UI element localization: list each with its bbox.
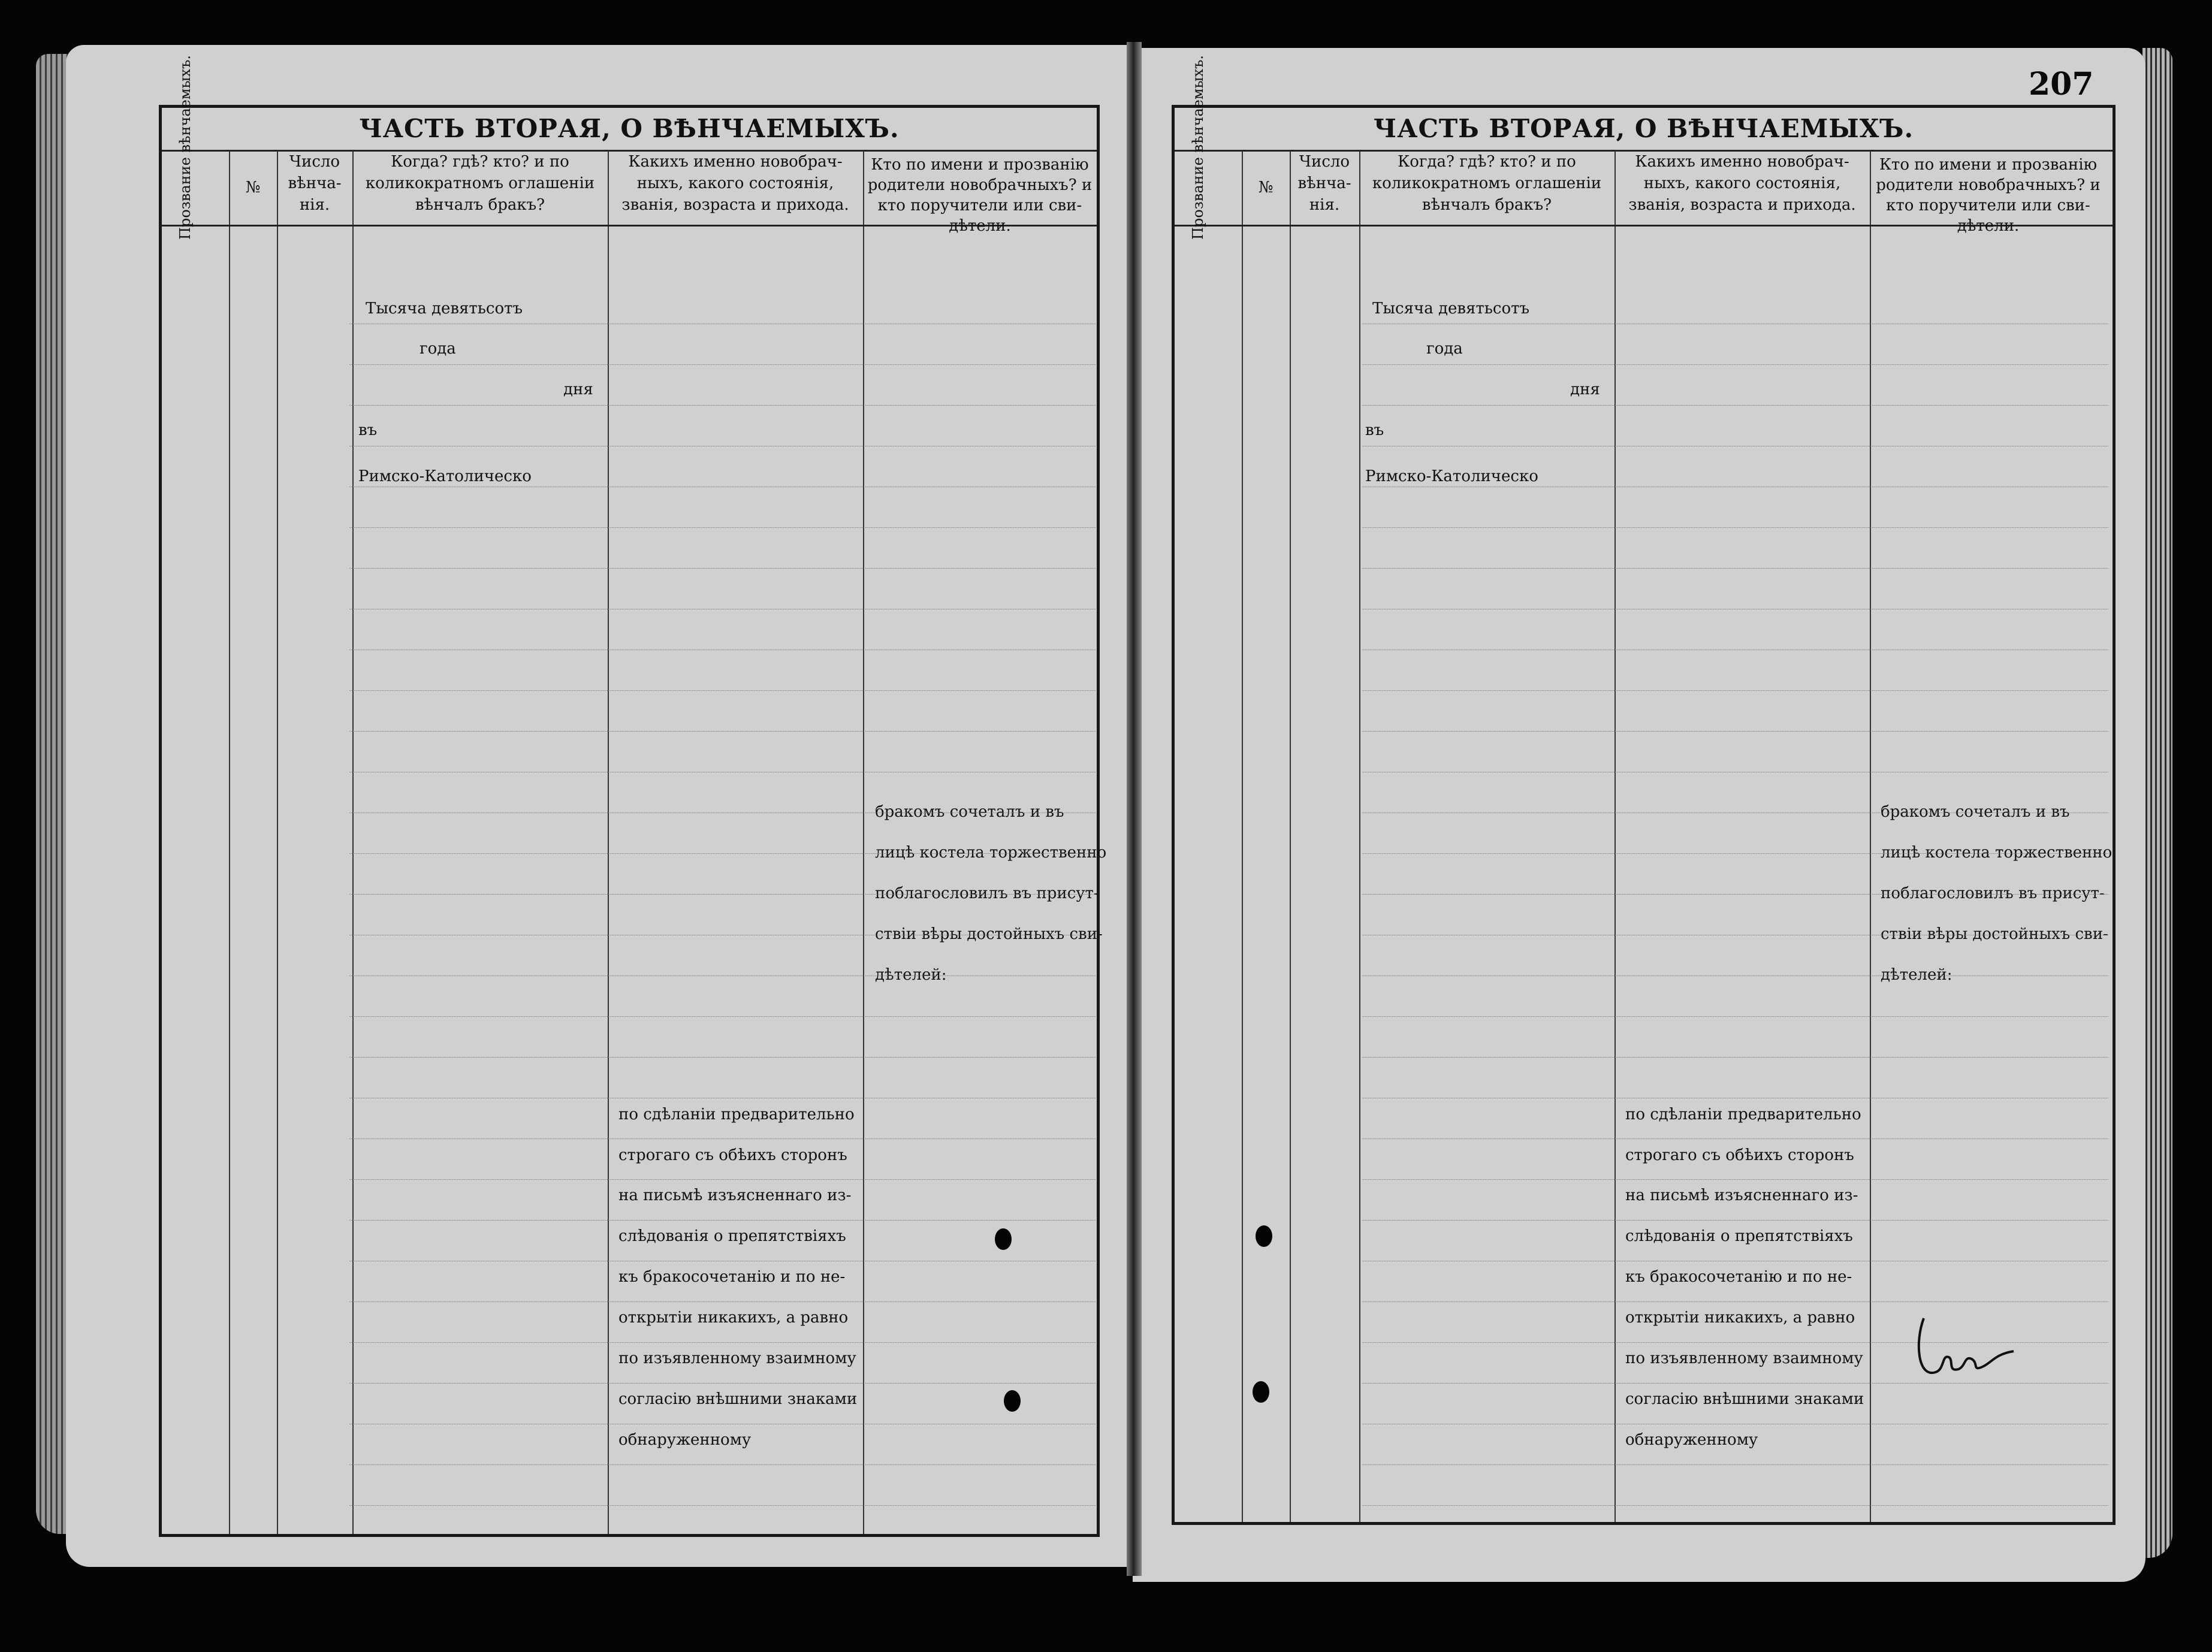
left-invest-l5: къ бракосочетанію и по не-: [618, 1268, 846, 1286]
ruled-line: [1362, 1057, 2108, 1058]
ruled-line: [349, 1138, 1096, 1139]
ruled-line: [1362, 853, 2108, 854]
right-invest-l2: строгаго съ обѣихъ сторонъ: [1625, 1146, 1854, 1164]
ruled-line: [349, 527, 1096, 528]
handwritten-signature: [1912, 1306, 2020, 1390]
left-invest-l6: открытіи никакихъ, а равно: [618, 1309, 849, 1327]
left-header-count: Число вѣнча- нія.: [288, 153, 342, 214]
right-header-surname: Прозвание вѣнчаемыхъ.: [1190, 55, 1206, 240]
left-header-when: Когда? гдѣ? кто? и по коликократномъ оглашеніи вѣнчалъ бракъ?: [365, 153, 595, 214]
right-header-which: Какихъ именно новобрач- ныхъ, какого состоянія, званія, возраста и прихода.: [1628, 153, 1856, 214]
left-section-title: ЧАСТЬ ВТОРАЯ, О ВѢНЧАЕМЫХЪ.: [162, 108, 1097, 152]
ruled-line: [349, 853, 1096, 854]
right-invest-l4: слѣдованія о препятствіяхъ: [1625, 1227, 1853, 1245]
ruled-line: [1362, 405, 2108, 406]
left-marriage-l4: ствіи вѣры достойныхъ сви-: [875, 925, 1103, 943]
left-when-line2: года: [420, 340, 456, 358]
ruled-line: [1362, 894, 2108, 895]
ruled-line: [349, 1016, 1096, 1017]
book-gutter: [1127, 42, 1142, 1576]
binding-hole: [1253, 1381, 1269, 1403]
right-marriage-l5: дѣтелей:: [1881, 966, 1953, 984]
left-invest-l8: согласію внѣшними знаками: [618, 1390, 858, 1408]
left-header-surname: Прозвание вѣнчаемыхъ.: [177, 55, 194, 240]
right-marriage-l3: поблагословилъ въ присут-: [1881, 884, 2105, 902]
ruled-line: [1362, 731, 2108, 732]
ruled-line: [349, 1464, 1096, 1465]
left-invest-l2: строгаго съ обѣихъ сторонъ: [618, 1146, 847, 1164]
ruled-line: [1362, 1464, 2108, 1465]
left-when-line1: Тысяча девятьсотъ: [366, 300, 523, 318]
ruled-line: [1362, 1301, 2108, 1302]
right-when-line5: Римско-Католическо: [1365, 467, 1538, 485]
ruled-line: [1362, 1179, 2108, 1180]
right-marriage-l4: ствіи вѣры достойныхъ сви-: [1881, 925, 2108, 943]
binding-hole: [1256, 1225, 1272, 1247]
right-header-who: Кто по имени и прозванію родители новобрачныхъ? и кто поручители или сви- дѣтели.: [1876, 156, 2101, 235]
left-header-number: №: [245, 179, 261, 197]
left-marriage-l2: лицѣ костела торжественно: [875, 844, 1107, 862]
ruled-line: [349, 1220, 1096, 1221]
left-invest-l1: по сдѣланіи предварительно: [618, 1106, 855, 1124]
left-invest-l7: по изъявленному взаимному: [618, 1349, 856, 1367]
ruled-line: [349, 1342, 1096, 1343]
page-number: 207: [2029, 66, 2094, 102]
right-invest-l1: по сдѣланіи предварительно: [1625, 1106, 1861, 1124]
left-invest-l3: на письмѣ изъясненнаго из-: [618, 1186, 852, 1204]
ruled-line: [1362, 690, 2108, 691]
left-invest-l4: слѣдованія о препятствіяхъ: [618, 1227, 846, 1245]
ruled-line: [1362, 527, 2108, 528]
ruled-line: [1362, 1220, 2108, 1221]
ruled-line: [349, 1057, 1096, 1058]
right-marriage-l1: бракомъ сочеталъ и въ: [1881, 803, 2070, 821]
left-when-line3: дня: [563, 380, 593, 398]
ruled-line: [349, 690, 1096, 691]
right-when-line3: дня: [1570, 380, 1600, 398]
left-when-line5: Римско-Католическо: [358, 467, 532, 485]
right-invest-l9: обнаруженному: [1625, 1431, 1758, 1449]
binding-hole: [1004, 1390, 1021, 1412]
right-marriage-l2: лицѣ костела торжественно: [1881, 844, 2113, 862]
left-invest-l9: обнаруженному: [618, 1431, 752, 1449]
right-header-when: Когда? гдѣ? кто? и по коликократномъ оглашеніи вѣнчалъ бракъ?: [1372, 153, 1602, 214]
left-marriage-l1: бракомъ сочеталъ и въ: [875, 803, 1064, 821]
right-invest-l8: согласію внѣшними знаками: [1625, 1390, 1864, 1408]
ruled-line: [1362, 1016, 2108, 1017]
left-header-who: Кто по имени и прозванію родители новобрачныхъ? и кто поручители или сви- дѣтели.: [867, 156, 1093, 235]
ruled-line: [349, 731, 1096, 732]
page-edges-right: [2142, 48, 2172, 1558]
right-invest-l7: по изъявленному взаимному: [1625, 1349, 1863, 1367]
left-register-table: [159, 55, 1107, 1537]
ruled-line: [349, 364, 1096, 365]
right-invest-l3: на письмѣ изъясненнаго из-: [1625, 1186, 1858, 1204]
ruled-line: [349, 405, 1096, 406]
right-when-line1: Тысяча девятьсотъ: [1372, 300, 1530, 318]
ruled-line: [1362, 1505, 2108, 1506]
ruled-line: [349, 568, 1096, 569]
right-section-title: ЧАСТЬ ВТОРАЯ, О ВѢНЧАЕМЫХЪ.: [1175, 108, 2113, 152]
ruled-line: [1362, 1138, 2108, 1139]
right-when-line4: въ: [1365, 421, 1384, 439]
right-invest-l5: къ бракосочетанію и по не-: [1625, 1268, 1852, 1286]
right-header-number: №: [1258, 179, 1274, 197]
ruled-line: [349, 1505, 1096, 1506]
right-when-line2: года: [1426, 340, 1463, 358]
binding-hole: [995, 1228, 1012, 1250]
left-header-which: Какихъ именно новобрач- ныхъ, какого состоянія, званія, возраста и прихода.: [621, 153, 849, 214]
left-when-line4: въ: [358, 421, 378, 439]
ruled-line: [349, 1179, 1096, 1180]
ruled-line: [349, 894, 1096, 895]
left-marriage-l5: дѣтелей:: [875, 966, 947, 984]
ruled-line: [349, 1301, 1096, 1302]
right-header-count: Число вѣнча- нія.: [1297, 153, 1351, 214]
ruled-line: [1362, 364, 2108, 365]
ruled-line: [349, 1383, 1096, 1384]
right-invest-l6: открытіи никакихъ, а равно: [1625, 1309, 1855, 1327]
ruled-line: [1362, 568, 2108, 569]
left-marriage-l3: поблагословилъ въ присут-: [875, 884, 1099, 902]
